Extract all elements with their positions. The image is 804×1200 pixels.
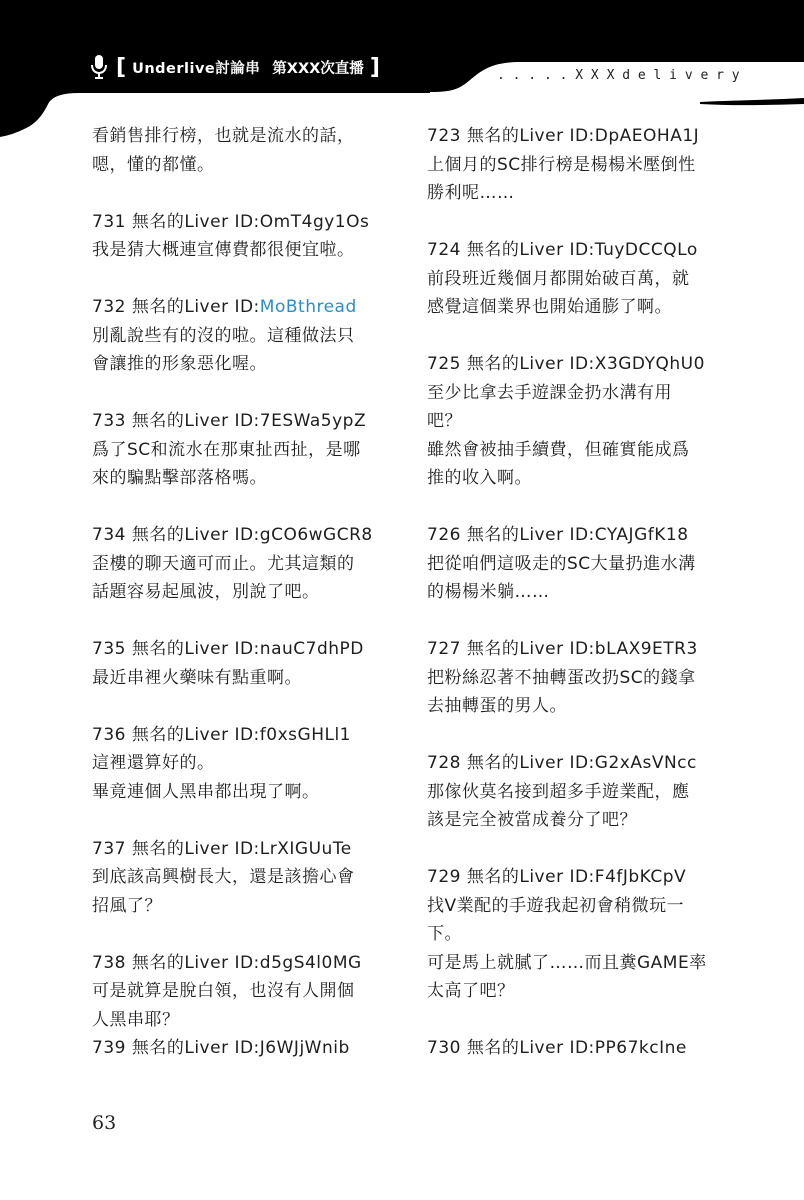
post-number-label: 723 無名的Liver ID:: [427, 126, 595, 146]
post-spacer: [427, 493, 717, 522]
post-text-line: 勝利呢……: [427, 183, 515, 203]
post-spacer: [427, 607, 717, 636]
post-number-label: 730 無名的Liver ID:: [427, 1038, 595, 1058]
post-text-line: 看銷售排行榜，也就是流水的話，: [92, 126, 355, 146]
post-number-label: 728 無名的Liver ID:: [427, 753, 595, 773]
post-spacer: [92, 806, 382, 835]
post-block: [427, 521, 717, 607]
post-number-label: 737 無名的Liver ID:: [92, 838, 260, 859]
user-id: LrXIGUuTe: [259, 838, 352, 859]
post-block: [92, 835, 382, 921]
post-block: [92, 635, 382, 692]
post-block: [427, 122, 717, 208]
user-id: 7ESWa5ypZ: [259, 411, 367, 431]
post-number-label: 738 無名的Liver ID:: [92, 952, 260, 973]
post-text-line: 來的騙點擊部落格嗎。: [92, 468, 267, 488]
user-id-link[interactable]: MoBthread: [259, 297, 357, 317]
post-number-label: 731 無名的Liver ID:: [92, 211, 260, 232]
post-header: [92, 949, 382, 978]
post-spacer: [92, 607, 382, 636]
post-text-line: 歪樓的聊天適可而止。尤其這類的: [92, 553, 355, 574]
post-block: [92, 407, 382, 493]
user-id: gCO6wGCR8: [259, 525, 373, 545]
header-title-bar: [90, 53, 380, 81]
user-id: X3GDYQhU0: [594, 354, 705, 374]
post-block: [92, 208, 382, 265]
post-spacer: [92, 379, 382, 408]
post-text-line: 到底該高興樹長大，還是該擔心會: [92, 867, 355, 887]
post-text-line: 把粉絲忍著不抽轉蛋改扔SC的錢拿: [427, 667, 696, 688]
microphone-icon: [90, 54, 108, 80]
post-spacer: [427, 1006, 717, 1035]
post-text-line: 話題容易起風波，別說了吧。: [92, 582, 320, 602]
post-number-label: 729 無名的Liver ID:: [427, 867, 595, 887]
post-text-line: 這裡還算好的。: [92, 753, 215, 773]
post-text-line: 我是猜大概連宣傳費都很便宜啦。: [92, 240, 355, 260]
right-column: [427, 122, 717, 1063]
post-header: [92, 521, 382, 550]
post-spacer: [427, 208, 717, 237]
user-id: F4fJbKCpV: [594, 867, 687, 887]
post-block: [427, 635, 717, 721]
post-text-line: 把從咱們這吸走的SC大量扔進水溝: [427, 553, 696, 574]
bracket-close: ]: [369, 54, 380, 80]
page-number: 63: [92, 1112, 117, 1134]
user-id: CYAJGfK18: [594, 525, 689, 545]
post-header: [427, 350, 717, 379]
post-block: [92, 949, 382, 1035]
post-number-label: 725 無名的Liver ID:: [427, 354, 595, 374]
post-header: [92, 293, 382, 322]
post-text-line: 可是馬上就膩了……而且糞GAME率: [427, 952, 707, 973]
post-text-line: 那傢伙莫名接到超多手遊業配，應: [427, 781, 690, 802]
user-id: DpAEOHA1J: [594, 126, 700, 146]
user-id: nauC7dhPD: [259, 639, 364, 659]
post-number-label: 724 無名的Liver ID:: [427, 240, 595, 260]
post-text-line: 前段班近幾個月都開始破百萬，就: [427, 268, 690, 289]
delivery-subtitle: . . . . . X X X d e l i v e r y: [497, 68, 740, 83]
post-text-line: 的楊楊米躺……: [427, 582, 550, 602]
post-header: [427, 521, 717, 550]
left-column: [92, 122, 382, 1063]
post-header: [427, 863, 717, 892]
post-block: [92, 521, 382, 607]
user-id: J6WJjWnib: [259, 1038, 350, 1058]
post-header: [92, 721, 382, 750]
user-id: PP67kcIne: [594, 1038, 687, 1058]
post-block: [92, 721, 382, 807]
post-text-line: 推的收入啊。: [427, 468, 532, 488]
post-text-line: 人黑串耶？: [92, 1009, 180, 1030]
post-header: [92, 835, 382, 864]
post-block: [92, 293, 382, 379]
post-text-line: 該是完全被當成養分了吧？: [427, 810, 637, 830]
post-header: [427, 122, 717, 151]
post-text-line: 太高了吧？: [427, 981, 515, 1001]
post-header: [92, 1034, 382, 1063]
post-text-line: 吧？: [427, 411, 462, 431]
post-number-label: 734 無名的Liver ID:: [92, 525, 260, 545]
post-number-label: 732 無名的Liver ID:: [92, 297, 260, 317]
post-spacer: [427, 721, 717, 750]
user-id: f0xsGHLl1: [259, 724, 351, 745]
post-header: [92, 407, 382, 436]
post-block: [92, 122, 382, 179]
post-text-line: 最近串裡火藥味有點重啊。: [92, 667, 302, 688]
post-block: [427, 236, 717, 322]
post-block: [427, 749, 717, 835]
bracket-open: [: [116, 54, 127, 80]
post-number-label: 733 無名的Liver ID:: [92, 411, 260, 431]
post-text-line: 感覺這個業界也開始通膨了啊。: [427, 297, 672, 317]
post-text-line: 找V業配的手遊我起初會稍微玩一: [427, 895, 685, 916]
user-id: G2xAsVNcc: [594, 753, 697, 773]
post-header: [427, 236, 717, 265]
post-header: [427, 635, 717, 664]
post-text-line: 別亂說些有的沒的啦。這種做法只: [92, 325, 355, 346]
post-spacer: [92, 179, 382, 208]
post-number-label: 736 無名的Liver ID:: [92, 724, 260, 745]
post-text-line: 至少比拿去手遊課金扔水溝有用: [427, 382, 672, 403]
post-block: [92, 1034, 382, 1063]
post-number-label: 726 無名的Liver ID:: [427, 525, 595, 545]
post-header: [92, 208, 382, 237]
post-block: [427, 863, 717, 1006]
post-block: [427, 1034, 717, 1063]
post-number-label: 727 無名的Liver ID:: [427, 639, 595, 659]
episode-label: 第XXX次直播: [272, 60, 364, 77]
post-header: [427, 749, 717, 778]
post-text-line: 畢竟連個人黑串都出現了啊。: [92, 781, 320, 802]
post-spacer: [92, 920, 382, 949]
post-header: [92, 635, 382, 664]
post-text-line: 爲了SC和流水在那東扯西扯，是哪: [92, 439, 361, 460]
post-text-line: 去抽轉蛋的男人。: [427, 696, 567, 716]
post-text-line: 嗯，懂的都懂。: [92, 154, 215, 175]
post-number-label: 735 無名的Liver ID:: [92, 639, 260, 659]
post-spacer: [427, 322, 717, 351]
post-text-line: 招風了？: [92, 895, 162, 916]
post-spacer: [92, 692, 382, 721]
post-text-line: 可是就算是脫白領，也沒有人開個: [92, 981, 355, 1001]
thread-title: Underlive討論串: [132, 60, 261, 77]
post-header: [427, 1034, 717, 1063]
user-id: OmT4gy1Os: [259, 211, 370, 232]
post-spacer: [92, 265, 382, 294]
post-text-line: 雖然會被抽手續費，但確實能成爲: [427, 439, 690, 460]
post-spacer: [92, 493, 382, 522]
post-number-label: 739 無名的Liver ID:: [92, 1038, 260, 1058]
post-block: [427, 350, 717, 493]
user-id: d5gS4l0MG: [259, 952, 362, 973]
user-id: bLAX9ETR3: [594, 639, 698, 659]
post-text-line: 會讓推的形象惡化喔。: [92, 354, 267, 374]
user-id: TuyDCCQLo: [594, 240, 698, 260]
post-spacer: [427, 835, 717, 864]
post-text-line: 下。: [427, 924, 462, 944]
post-text-line: 上個月的SC排行榜是楊楊米壓倒性: [427, 154, 696, 175]
